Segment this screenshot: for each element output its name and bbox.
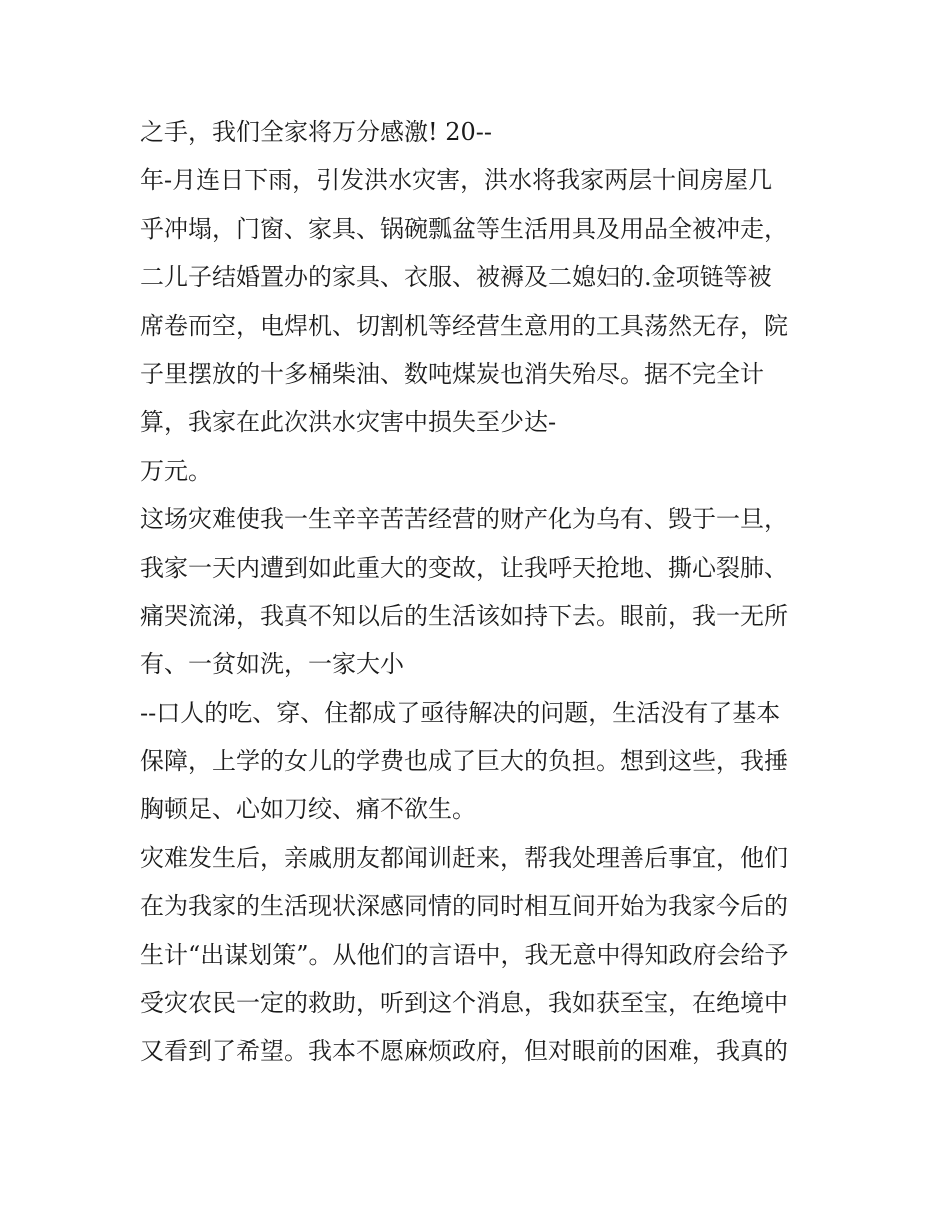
text-line: 万元。 (140, 456, 212, 485)
text-line: 乎冲塌，门窗、家具、锅碗瓢盆等生活用具及用品全被冲走， (140, 214, 788, 243)
text-line: 子里摆放的十多桶柴油、数吨煤炭也消失殆尽。据不完全计 (140, 359, 764, 388)
text-line: 我家一天内遭到如此重大的变故，让我呼天抢地、撕心裂肺、 (140, 553, 788, 582)
text-line: 有、一贫如洗，一家大小 (140, 650, 404, 679)
text-line: 生计“出谋划策”。从他们的言语中，我无意中得知政府会给予 (140, 940, 789, 969)
text-line: 年-月连日下雨，引发洪水灾害，洪水将我家两层十间房屋几 (140, 166, 773, 195)
text-line: 又看到了希望。我本不愿麻烦政府，但对眼前的困难，我真的 (140, 1037, 788, 1066)
text-line: 算，我家在此次洪水灾害中损失至少达- (140, 408, 557, 437)
text-line: 受灾农民一定的救助，听到这个消息，我如获至宝，在绝境中 (140, 989, 788, 1018)
text-line: 在为我家的生活现状深感同情的同时相互间开始为我家今后的 (140, 892, 788, 921)
text-line: 二儿子结婚置办的家具、衣服、被褥及二媳妇的.金项链等被 (140, 263, 772, 292)
text-line: --口人的吃、穿、住都成了亟待解决的问题，生活没有了基本 (140, 698, 781, 727)
text-line: 保障，上学的女儿的学费也成了巨大的负担。想到这些，我捶 (140, 747, 788, 776)
document-body (140, 108, 840, 1076)
text-line: 这场灾难使我一生辛辛苦苦经营的财产化为乌有、毁于一旦， (140, 505, 788, 534)
text-line: 席卷而空，电焊机、切割机等经营生意用的工具荡然无存，院 (140, 311, 788, 340)
text-line: 之手，我们全家将万分感激! 20-- (140, 118, 493, 146)
text-line: 胸顿足、心如刀绞、痛不欲生。 (140, 795, 476, 824)
text-line: 痛哭流涕，我真不知以后的生活该如持下去。眼前，我一无所 (140, 601, 788, 630)
text-line: 灾难发生后，亲戚朋友都闻训赶来，帮我处理善后事宜，他们 (140, 843, 788, 872)
